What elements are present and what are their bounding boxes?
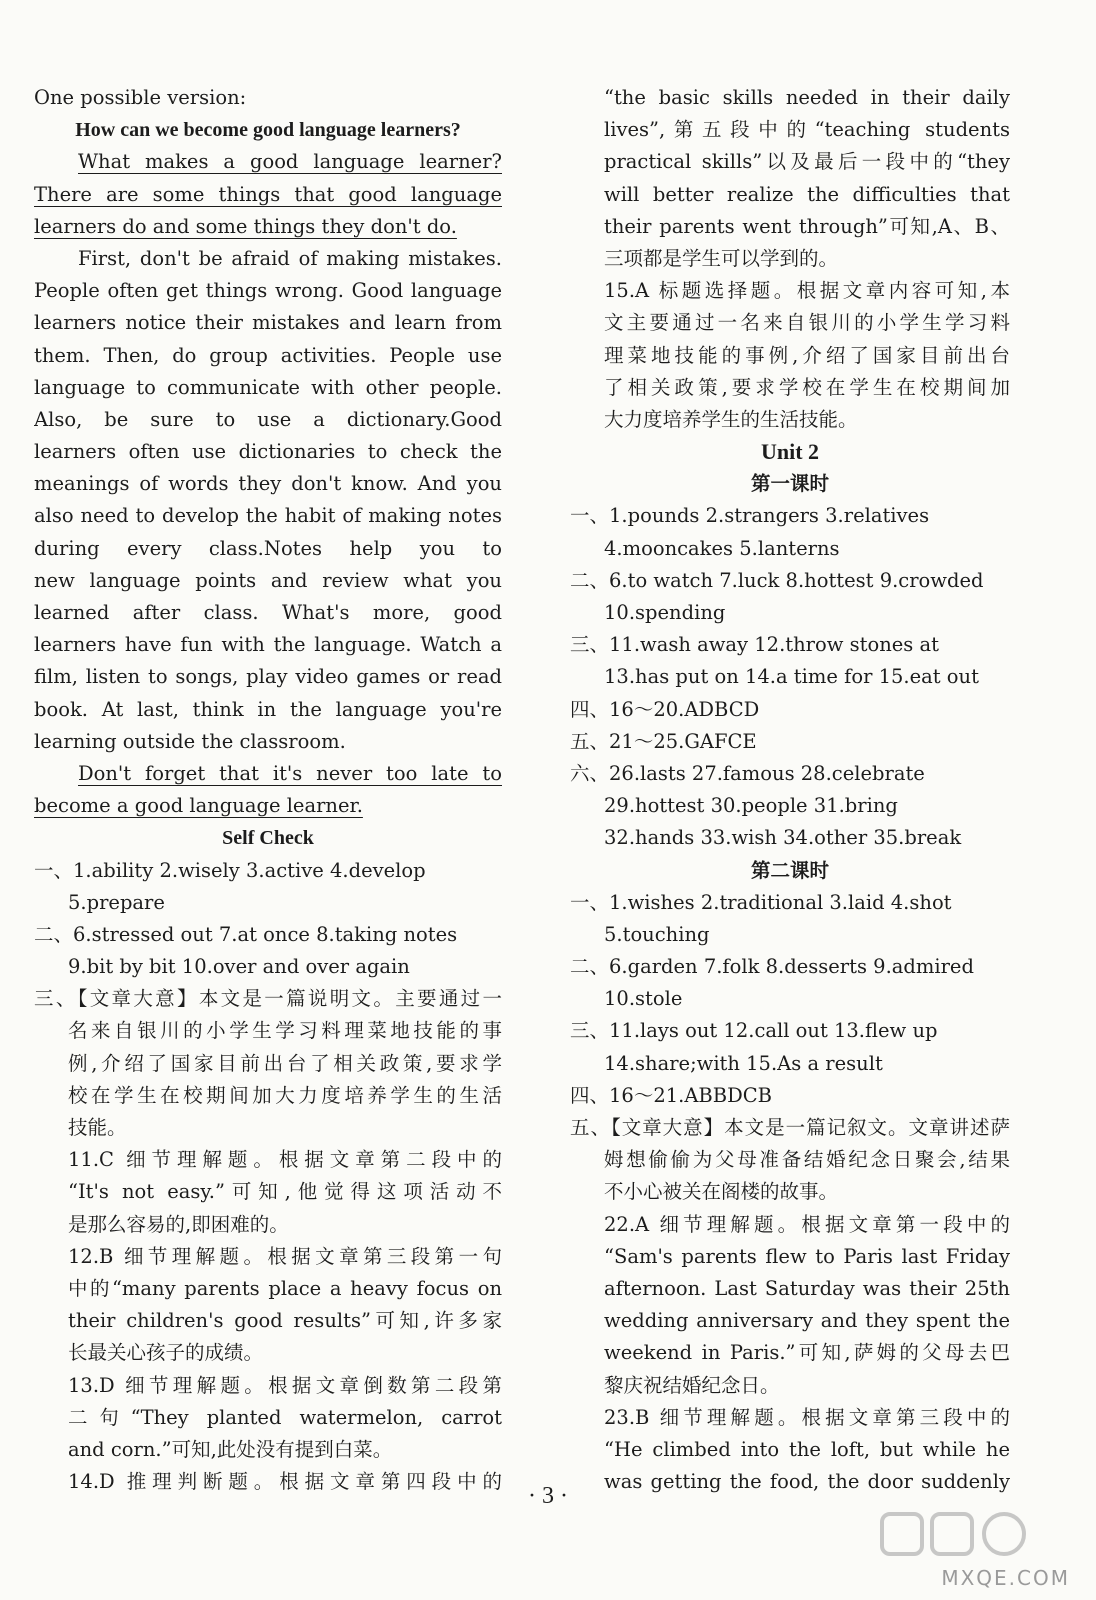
- answer-line: 五、【文章大意】本文是一篇记叙文。文章讲述萨: [570, 1116, 1010, 1139]
- essay-line: learners have fun with the language. Watch a: [34, 633, 502, 657]
- answer-line: 4.mooncakes 5.lanterns: [604, 536, 840, 560]
- essay-line: become a good language learner.: [34, 794, 363, 818]
- answer-line: “Sam's parents flew to Paris last Friday: [604, 1244, 1010, 1268]
- lesson-heading: 第二课时: [750, 858, 829, 882]
- answer-line: 二、6.garden 7.folk 8.desserts 9.admired: [570, 955, 974, 979]
- answer-line: 10.stole: [604, 987, 683, 1011]
- essay-line: What makes a good language learner?: [78, 150, 502, 174]
- essay-line: meanings of words they don't know. And you: [34, 472, 502, 496]
- answer-line: 三、11.wash away 12.throw stones at: [570, 633, 939, 657]
- answer-line: 是那么容易的,即困难的。: [68, 1212, 289, 1236]
- answer-line: “He climbed into the loft, but while he: [604, 1437, 1010, 1461]
- essay-line: learners often use dictionaries to check the: [34, 440, 502, 464]
- answer-line: 四、16～20.ADBCD: [570, 697, 760, 721]
- version-label: One possible version:: [34, 86, 247, 109]
- unit-title: Unit 2: [760, 439, 820, 465]
- answer-line: 姆想偷偷为父母准备结婚纪念日聚会,结果: [604, 1148, 1010, 1172]
- answer-line: 理菜地技能的事例,介绍了国家目前出台: [604, 343, 1010, 367]
- answer-line: 中的“many parents place a heavy focus on: [68, 1276, 502, 1300]
- answer-line: 13.has put on 14.a time for 15.eat out: [604, 665, 979, 689]
- answer-line: 12.B 细节理解题。根据文章第三段第一句: [68, 1244, 502, 1268]
- page-number: · 3 ·: [528, 1483, 568, 1509]
- answer-line: 三、【文章大意】本文是一篇说明文。主要通过一: [34, 987, 502, 1011]
- essay-line: learners notice their mistakes and learn from: [34, 311, 502, 335]
- answer-line: 技能。: [68, 1116, 127, 1139]
- essay-line: book. At last, think in the language you're: [34, 697, 502, 721]
- essay-line: during every class.Notes help you to: [34, 536, 502, 560]
- essay-line: First, don't be afraid of making mistakes.: [78, 246, 502, 270]
- essay-line: learned after class. What's more, good: [34, 601, 502, 624]
- answer-line: practical skills”以及最后一段中的“they: [604, 150, 1010, 174]
- answer-line: 例,介绍了国家目前出台了相关政策,要求学: [68, 1051, 502, 1075]
- watermark-text: MXQE.COM: [941, 1566, 1070, 1590]
- answer-line: 15.A 标题选择题。根据文章内容可知,本: [604, 279, 1010, 303]
- answer-line: 名来自银川的小学生学习料理菜地技能的事: [68, 1019, 502, 1043]
- answer-line: 二、6.stressed out 7.at once 8.taking notes: [34, 922, 458, 946]
- answer-line: 14.share;with 15.As a result: [604, 1051, 883, 1075]
- answer-line: 一、1.pounds 2.strangers 3.relatives: [570, 504, 930, 528]
- answer-line: was getting the food, the door suddenly: [604, 1470, 1010, 1494]
- answer-line: 五、21～25.GAFCE: [570, 729, 757, 753]
- essay-line: People often get things wrong. Good language: [34, 279, 502, 303]
- answer-line: their children's good results”可知,许多家: [68, 1309, 502, 1333]
- answer-line: 32.hands 33.wish 34.other 35.break: [604, 826, 962, 850]
- essay-line: learners do and some things they don't do.: [34, 214, 457, 238]
- answer-line: will better realize the difficulties that: [604, 182, 1010, 206]
- essay-line: There are some things that good language: [34, 182, 502, 206]
- essay-line: Don't forget that it's never too late to: [78, 761, 502, 785]
- answer-line: 黎庆祝结婚纪念日。: [604, 1373, 780, 1397]
- right-column: [570, 82, 1010, 1498]
- answer-line: 三、11.lays out 12.call out 13.flew up: [570, 1019, 938, 1043]
- essay-line: them. Then, do group activities. People use: [34, 343, 502, 367]
- answer-line: 长最关心孩子的成绩。: [68, 1341, 264, 1365]
- answer-line: 四、16～21.ABBDCB: [570, 1083, 772, 1107]
- answer-line: 10.spending: [604, 601, 726, 624]
- essay-title: How can we become good language learners?: [75, 119, 461, 142]
- answer-line: weekend in Paris.”可知,萨姆的父母去巴: [604, 1341, 1010, 1365]
- answer-line: 一、1.ability 2.wisely 3.active 4.develop: [34, 858, 426, 882]
- lesson-heading: 第一课时: [750, 472, 829, 496]
- answer-line: 校在学生在校期间加大力度培养学生的生活: [68, 1083, 502, 1107]
- answer-line: “It's not easy.”可知,他觉得这项活动不: [68, 1180, 502, 1204]
- essay-line: learning outside the classroom.: [34, 729, 346, 753]
- answer-line: and corn.”可知,此处没有提到白菜。: [68, 1437, 393, 1461]
- answer-line: lives”,第五段中的“teaching students: [604, 118, 1010, 142]
- essay-line: Also, be sure to use a dictionary.Good: [34, 407, 502, 431]
- answer-line: their parents went through”可知,A、B、: [604, 214, 1010, 238]
- answer-line: 文主要通过一名来自银川的小学生学习料: [604, 311, 1010, 335]
- answer-line: 22.A 细节理解题。根据文章第一段中的: [604, 1212, 1010, 1236]
- answer-line: 11.C 细节理解题。根据文章第二段中的: [68, 1148, 502, 1172]
- answer-line: 二句“They planted watermelon, carrot: [68, 1405, 502, 1429]
- answer-line: 了相关政策,要求学校在学生在校期间加: [604, 375, 1010, 399]
- answer-line: 13.D 细节理解题。根据文章倒数第二段第: [68, 1373, 502, 1397]
- answer-line: 三项都是学生可以学到的。: [604, 246, 839, 270]
- essay-line: language to communicate with other people.: [34, 375, 502, 399]
- essay-line: also need to develop the habit of making notes: [34, 504, 502, 528]
- answer-line: 大力度培养学生的生活技能。: [604, 407, 858, 431]
- answer-line: 5.prepare: [68, 890, 165, 914]
- answer-line: wedding anniversary and they spent the: [604, 1309, 1010, 1333]
- section-heading: Self Check: [222, 827, 314, 850]
- left-column: [34, 82, 502, 1498]
- answer-line: 14.D 推理判断题。根据文章第四段中的: [68, 1470, 502, 1494]
- answer-line: 9.bit by bit 10.over and over again: [68, 955, 410, 979]
- answer-line: “the basic skills needed in their daily: [604, 86, 1010, 109]
- answer-line: 二、6.to watch 7.luck 8.hottest 9.crowded: [570, 568, 984, 592]
- essay-line: film, listen to songs, play video games or read: [34, 665, 502, 689]
- answer-line: 一、1.wishes 2.traditional 3.laid 4.shot: [570, 890, 952, 914]
- answer-line: afternoon. Last Saturday was their 25th: [604, 1276, 1010, 1300]
- answer-line: 不小心被关在阁楼的故事。: [604, 1180, 839, 1204]
- answer-line: 六、26.lasts 27.famous 28.celebrate: [570, 761, 925, 785]
- answer-line: 29.hottest 30.people 31.bring: [604, 794, 898, 818]
- essay-line: new language points and review what you: [34, 568, 502, 592]
- answer-line: 5.touching: [604, 922, 710, 946]
- answer-line: 23.B 细节理解题。根据文章第三段中的: [604, 1405, 1010, 1429]
